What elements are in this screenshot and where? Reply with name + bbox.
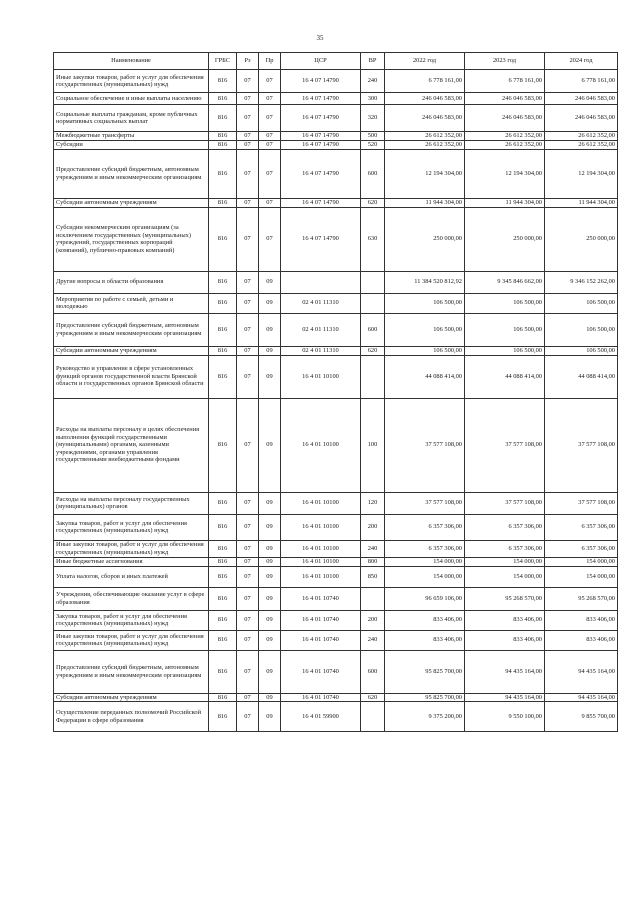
row-vr bbox=[361, 271, 385, 293]
row-2024: 106 500,00 bbox=[545, 293, 618, 313]
row-csr: 16 4 07 14790 bbox=[281, 149, 361, 198]
row-2024: 250 000,00 bbox=[545, 207, 618, 271]
table-row bbox=[54, 140, 618, 149]
row-2024: 246 046 583,00 bbox=[545, 105, 618, 132]
row-2023: 26 612 352,00 bbox=[465, 140, 545, 149]
row-pr: 09 bbox=[259, 650, 281, 693]
row-pr: 09 bbox=[259, 630, 281, 650]
row-2022: 6 357 306,00 bbox=[385, 540, 465, 557]
row-name: Предоставление субсидий бюджетным, автономным учреждениям и иным некоммерческим организациям bbox=[54, 149, 209, 198]
row-pr: 09 bbox=[259, 398, 281, 492]
row-csr: 16 4 01 59900 bbox=[281, 702, 361, 732]
row-pr: 07 bbox=[259, 70, 281, 93]
row-2024: 9 346 152 262,00 bbox=[545, 271, 618, 293]
header-rz: Рз bbox=[237, 53, 259, 70]
row-grbs: 816 bbox=[209, 398, 237, 492]
row-2022: 11 944 304,00 bbox=[385, 198, 465, 207]
row-pr: 07 bbox=[259, 207, 281, 271]
row-pr: 09 bbox=[259, 702, 281, 732]
row-csr: 02 4 01 11310 bbox=[281, 346, 361, 355]
row-2023: 6 357 306,00 bbox=[465, 540, 545, 557]
row-pr: 09 bbox=[259, 355, 281, 398]
row-2023: 94 435 164,00 bbox=[465, 650, 545, 693]
row-pr: 07 bbox=[259, 149, 281, 198]
row-vr: 620 bbox=[361, 346, 385, 355]
row-name: Субсидии автономным учреждениям bbox=[54, 693, 209, 702]
row-name: Закупка товаров, работ и услуг для обеспечения государственных (муниципальных) нужд bbox=[54, 514, 209, 540]
row-grbs: 816 bbox=[209, 105, 237, 132]
row-2023: 6 357 306,00 bbox=[465, 514, 545, 540]
row-name: Предоставление субсидий бюджетным, автономным учреждениям и иным некоммерческим организациям bbox=[54, 650, 209, 693]
row-grbs: 816 bbox=[209, 132, 237, 141]
row-2023: 6 778 161,00 bbox=[465, 70, 545, 93]
row-2022: 154 000,00 bbox=[385, 566, 465, 587]
table-row bbox=[54, 271, 618, 293]
row-csr: 16 4 01 10100 bbox=[281, 355, 361, 398]
row-pr: 09 bbox=[259, 610, 281, 630]
row-name: Социальное обеспечение и иные выплаты населению bbox=[54, 93, 209, 105]
row-csr: 16 4 01 10100 bbox=[281, 557, 361, 566]
row-csr: 16 4 07 14790 bbox=[281, 140, 361, 149]
table-row bbox=[54, 346, 618, 355]
row-2023: 94 435 164,00 bbox=[465, 693, 545, 702]
row-pr: 09 bbox=[259, 346, 281, 355]
row-rz: 07 bbox=[237, 557, 259, 566]
table-row bbox=[54, 540, 618, 557]
row-2022: 6 778 161,00 bbox=[385, 70, 465, 93]
row-name: Иные закупки товаров, работ и услуг для обеспечения государственных (муниципальных) нужд bbox=[54, 630, 209, 650]
row-csr: 16 4 01 10740 bbox=[281, 587, 361, 610]
row-rz: 07 bbox=[237, 313, 259, 346]
row-2022: 26 612 352,00 bbox=[385, 132, 465, 141]
row-name: Мероприятия по работе с семьей, детьми и молодежью bbox=[54, 293, 209, 313]
row-2023: 95 268 570,00 bbox=[465, 587, 545, 610]
row-name: Другие вопросы в области образования bbox=[54, 271, 209, 293]
row-grbs: 816 bbox=[209, 207, 237, 271]
row-2022: 106 500,00 bbox=[385, 313, 465, 346]
row-2024: 9 855 700,00 bbox=[545, 702, 618, 732]
row-name: Иные закупки товаров, работ и услуг для обеспечения государственных (муниципальных) нужд bbox=[54, 540, 209, 557]
row-rz: 07 bbox=[237, 293, 259, 313]
row-csr: 16 4 07 14790 bbox=[281, 105, 361, 132]
row-2024: 44 088 414,00 bbox=[545, 355, 618, 398]
row-vr: 630 bbox=[361, 207, 385, 271]
row-vr: 240 bbox=[361, 540, 385, 557]
row-name: Учреждения, обеспечивающие оказание услуг в сфере образования bbox=[54, 587, 209, 610]
row-rz: 07 bbox=[237, 355, 259, 398]
row-2024: 154 000,00 bbox=[545, 557, 618, 566]
row-grbs: 816 bbox=[209, 610, 237, 630]
row-name: Иные закупки товаров, работ и услуг для обеспечения государственных (муниципальных) нужд bbox=[54, 70, 209, 93]
row-rz: 07 bbox=[237, 132, 259, 141]
row-2024: 6 357 306,00 bbox=[545, 514, 618, 540]
row-grbs: 816 bbox=[209, 271, 237, 293]
row-2024: 37 577 108,00 bbox=[545, 492, 618, 514]
row-2023: 246 046 583,00 bbox=[465, 105, 545, 132]
row-2024: 6 778 161,00 bbox=[545, 70, 618, 93]
row-vr: 100 bbox=[361, 398, 385, 492]
row-name: Субсидии некоммерческим организациям (за исключением государственных (муниципальных) учреждений, государственных корпораций (компаний), публично-правовых компаний) bbox=[54, 207, 209, 271]
header-vr: ВР bbox=[361, 53, 385, 70]
row-2022: 106 500,00 bbox=[385, 293, 465, 313]
row-name: Закупка товаров, работ и услуг для обеспечения государственных (муниципальных) нужд bbox=[54, 610, 209, 630]
row-rz: 07 bbox=[237, 587, 259, 610]
row-rz: 07 bbox=[237, 346, 259, 355]
row-2022: 37 577 108,00 bbox=[385, 492, 465, 514]
table-row bbox=[54, 132, 618, 141]
row-2023: 11 944 304,00 bbox=[465, 198, 545, 207]
row-grbs: 816 bbox=[209, 650, 237, 693]
row-name: Расходы на выплаты персоналу государственных (муниципальных) органов bbox=[54, 492, 209, 514]
row-2023: 106 500,00 bbox=[465, 313, 545, 346]
header-2022: 2022 год bbox=[385, 53, 465, 70]
row-csr: 16 4 07 14790 bbox=[281, 70, 361, 93]
row-csr: 16 4 01 10100 bbox=[281, 514, 361, 540]
row-pr: 07 bbox=[259, 93, 281, 105]
row-2022: 96 659 106,00 bbox=[385, 587, 465, 610]
row-rz: 07 bbox=[237, 105, 259, 132]
row-vr: 500 bbox=[361, 132, 385, 141]
row-rz: 07 bbox=[237, 693, 259, 702]
row-name: Руководство и управление в сфере установленных функций органов государственной власти Брянской области и государственных органов Брянской области bbox=[54, 355, 209, 398]
row-2024: 37 577 108,00 bbox=[545, 398, 618, 492]
row-2024: 26 612 352,00 bbox=[545, 140, 618, 149]
row-2023: 250 000,00 bbox=[465, 207, 545, 271]
row-vr: 240 bbox=[361, 630, 385, 650]
row-csr: 16 4 01 10740 bbox=[281, 610, 361, 630]
row-csr: 02 4 01 11310 bbox=[281, 313, 361, 346]
row-rz: 07 bbox=[237, 149, 259, 198]
row-name: Уплата налогов, сборов и иных платежей bbox=[54, 566, 209, 587]
row-vr: 300 bbox=[361, 93, 385, 105]
row-name: Иные бюджетные ассигнования bbox=[54, 557, 209, 566]
row-rz: 07 bbox=[237, 207, 259, 271]
row-2024: 833 406,00 bbox=[545, 610, 618, 630]
row-vr: 200 bbox=[361, 514, 385, 540]
row-csr: 16 4 07 14790 bbox=[281, 93, 361, 105]
row-vr: 200 bbox=[361, 610, 385, 630]
row-2024: 106 500,00 bbox=[545, 313, 618, 346]
table-row bbox=[54, 207, 618, 271]
row-grbs: 816 bbox=[209, 492, 237, 514]
row-vr: 850 bbox=[361, 566, 385, 587]
row-2024: 94 435 164,00 bbox=[545, 650, 618, 693]
row-pr: 09 bbox=[259, 313, 281, 346]
row-2024: 26 612 352,00 bbox=[545, 132, 618, 141]
table-row bbox=[54, 702, 618, 732]
table-row bbox=[54, 398, 618, 492]
row-rz: 07 bbox=[237, 540, 259, 557]
table-row bbox=[54, 557, 618, 566]
row-2024: 12 194 304,00 bbox=[545, 149, 618, 198]
row-2022: 26 612 352,00 bbox=[385, 140, 465, 149]
table-row bbox=[54, 105, 618, 132]
row-rz: 07 bbox=[237, 398, 259, 492]
row-grbs: 816 bbox=[209, 566, 237, 587]
row-grbs: 816 bbox=[209, 346, 237, 355]
row-pr: 09 bbox=[259, 293, 281, 313]
row-pr: 09 bbox=[259, 492, 281, 514]
row-rz: 07 bbox=[237, 566, 259, 587]
row-vr bbox=[361, 293, 385, 313]
row-2022: 246 046 583,00 bbox=[385, 105, 465, 132]
row-grbs: 816 bbox=[209, 587, 237, 610]
row-grbs: 816 bbox=[209, 70, 237, 93]
row-2022: 246 046 583,00 bbox=[385, 93, 465, 105]
row-2024: 11 944 304,00 bbox=[545, 198, 618, 207]
row-rz: 07 bbox=[237, 70, 259, 93]
row-2023: 9 345 846 662,00 bbox=[465, 271, 545, 293]
row-2024: 94 435 164,00 bbox=[545, 693, 618, 702]
row-2022: 11 384 520 812,92 bbox=[385, 271, 465, 293]
row-rz: 07 bbox=[237, 650, 259, 693]
row-grbs: 816 bbox=[209, 557, 237, 566]
table-row bbox=[54, 198, 618, 207]
table-row bbox=[54, 93, 618, 105]
row-name: Субсидии bbox=[54, 140, 209, 149]
table-row bbox=[54, 693, 618, 702]
row-2024: 246 046 583,00 bbox=[545, 93, 618, 105]
row-pr: 09 bbox=[259, 566, 281, 587]
row-grbs: 816 bbox=[209, 293, 237, 313]
row-grbs: 816 bbox=[209, 693, 237, 702]
row-2022: 12 194 304,00 bbox=[385, 149, 465, 198]
row-2022: 250 000,00 bbox=[385, 207, 465, 271]
table-row bbox=[54, 355, 618, 398]
row-csr: 16 4 01 10100 bbox=[281, 492, 361, 514]
row-vr: 800 bbox=[361, 557, 385, 566]
row-vr: 240 bbox=[361, 70, 385, 93]
row-2024: 833 406,00 bbox=[545, 630, 618, 650]
row-pr: 07 bbox=[259, 132, 281, 141]
row-rz: 07 bbox=[237, 514, 259, 540]
row-2023: 154 000,00 bbox=[465, 557, 545, 566]
row-grbs: 816 bbox=[209, 514, 237, 540]
row-grbs: 816 bbox=[209, 313, 237, 346]
row-2022: 833 406,00 bbox=[385, 610, 465, 630]
row-csr: 16 4 07 14790 bbox=[281, 132, 361, 141]
row-grbs: 816 bbox=[209, 630, 237, 650]
row-vr: 620 bbox=[361, 693, 385, 702]
row-rz: 07 bbox=[237, 702, 259, 732]
table-row bbox=[54, 610, 618, 630]
row-csr: 16 4 01 10100 bbox=[281, 398, 361, 492]
header-name: Наименование bbox=[54, 53, 209, 70]
row-vr: 320 bbox=[361, 105, 385, 132]
row-vr: 520 bbox=[361, 140, 385, 149]
row-2023: 44 088 414,00 bbox=[465, 355, 545, 398]
row-csr: 16 4 07 14790 bbox=[281, 198, 361, 207]
row-name: Расходы на выплаты персоналу в целях обеспечения выполнения функций государственными (муниципальными) органами, казенными учреждениями, органами управления государственными внебюджетными фондами bbox=[54, 398, 209, 492]
table-row bbox=[54, 630, 618, 650]
row-pr: 09 bbox=[259, 514, 281, 540]
row-name: Предоставление субсидий бюджетным, автономным учреждениям и иным некоммерческим организациям bbox=[54, 313, 209, 346]
row-rz: 07 bbox=[237, 140, 259, 149]
row-2022: 154 000,00 bbox=[385, 557, 465, 566]
row-2023: 37 577 108,00 bbox=[465, 492, 545, 514]
row-2022: 9 375 200,00 bbox=[385, 702, 465, 732]
row-pr: 07 bbox=[259, 140, 281, 149]
row-2024: 6 357 306,00 bbox=[545, 540, 618, 557]
row-pr: 09 bbox=[259, 271, 281, 293]
header-grbs: ГРБС bbox=[209, 53, 237, 70]
row-vr bbox=[361, 587, 385, 610]
table-row bbox=[54, 650, 618, 693]
table-row bbox=[54, 313, 618, 346]
row-2023: 12 194 304,00 bbox=[465, 149, 545, 198]
table-row bbox=[54, 566, 618, 587]
row-name: Межбюджетные трансферты bbox=[54, 132, 209, 141]
row-name: Субсидии автономным учреждениям bbox=[54, 198, 209, 207]
row-2023: 833 406,00 bbox=[465, 610, 545, 630]
header-2023: 2023 год bbox=[465, 53, 545, 70]
row-2024: 95 268 570,00 bbox=[545, 587, 618, 610]
table-row bbox=[54, 514, 618, 540]
row-grbs: 816 bbox=[209, 149, 237, 198]
row-grbs: 816 bbox=[209, 140, 237, 149]
row-2022: 106 500,00 bbox=[385, 346, 465, 355]
row-vr: 600 bbox=[361, 149, 385, 198]
row-grbs: 816 bbox=[209, 702, 237, 732]
row-vr: 600 bbox=[361, 650, 385, 693]
table-row bbox=[54, 587, 618, 610]
row-csr: 16 4 01 10100 bbox=[281, 566, 361, 587]
row-2022: 37 577 108,00 bbox=[385, 398, 465, 492]
row-csr: 16 4 01 10100 bbox=[281, 540, 361, 557]
row-2023: 246 046 583,00 bbox=[465, 93, 545, 105]
row-csr: 16 4 01 10740 bbox=[281, 630, 361, 650]
row-vr: 620 bbox=[361, 198, 385, 207]
table-header-row bbox=[54, 53, 618, 70]
row-grbs: 816 bbox=[209, 93, 237, 105]
row-rz: 07 bbox=[237, 492, 259, 514]
header-csr: ЦСР bbox=[281, 53, 361, 70]
row-2022: 833 406,00 bbox=[385, 630, 465, 650]
table-row bbox=[54, 70, 618, 93]
row-vr bbox=[361, 355, 385, 398]
row-rz: 07 bbox=[237, 271, 259, 293]
row-2022: 6 357 306,00 bbox=[385, 514, 465, 540]
row-pr: 07 bbox=[259, 198, 281, 207]
row-2024: 154 000,00 bbox=[545, 566, 618, 587]
row-2024: 106 500,00 bbox=[545, 346, 618, 355]
row-grbs: 816 bbox=[209, 355, 237, 398]
row-name: Субсидии автономным учреждениям bbox=[54, 346, 209, 355]
row-pr: 09 bbox=[259, 540, 281, 557]
row-csr: 16 4 01 10740 bbox=[281, 650, 361, 693]
row-pr: 09 bbox=[259, 587, 281, 610]
row-vr: 120 bbox=[361, 492, 385, 514]
row-csr bbox=[281, 271, 361, 293]
row-vr bbox=[361, 702, 385, 732]
row-2023: 106 500,00 bbox=[465, 293, 545, 313]
row-2022: 95 825 700,00 bbox=[385, 650, 465, 693]
row-grbs: 816 bbox=[209, 540, 237, 557]
table-row bbox=[54, 492, 618, 514]
row-2023: 37 577 108,00 bbox=[465, 398, 545, 492]
row-2023: 9 550 100,00 bbox=[465, 702, 545, 732]
row-csr: 16 4 01 10740 bbox=[281, 693, 361, 702]
row-2023: 154 000,00 bbox=[465, 566, 545, 587]
row-rz: 07 bbox=[237, 610, 259, 630]
row-csr: 02 4 01 11310 bbox=[281, 293, 361, 313]
header-2024: 2024 год bbox=[545, 53, 618, 70]
row-2023: 26 612 352,00 bbox=[465, 132, 545, 141]
row-csr: 16 4 07 14790 bbox=[281, 207, 361, 271]
row-2022: 44 088 414,00 bbox=[385, 355, 465, 398]
header-pr: Пр bbox=[259, 53, 281, 70]
row-2023: 106 500,00 bbox=[465, 346, 545, 355]
page-number: 35 bbox=[316, 34, 324, 42]
row-vr: 600 bbox=[361, 313, 385, 346]
budget-table bbox=[53, 52, 618, 732]
row-2023: 833 406,00 bbox=[465, 630, 545, 650]
row-pr: 09 bbox=[259, 693, 281, 702]
row-name: Осуществление переданных полномочий Российской Федерации в сфере образования bbox=[54, 702, 209, 732]
table-row bbox=[54, 293, 618, 313]
row-grbs: 816 bbox=[209, 198, 237, 207]
row-pr: 09 bbox=[259, 557, 281, 566]
row-rz: 07 bbox=[237, 198, 259, 207]
row-2022: 95 825 700,00 bbox=[385, 693, 465, 702]
row-rz: 07 bbox=[237, 630, 259, 650]
row-name: Социальные выплаты гражданам, кроме публичных нормативных социальных выплат bbox=[54, 105, 209, 132]
row-rz: 07 bbox=[237, 93, 259, 105]
table-row bbox=[54, 149, 618, 198]
row-pr: 07 bbox=[259, 105, 281, 132]
